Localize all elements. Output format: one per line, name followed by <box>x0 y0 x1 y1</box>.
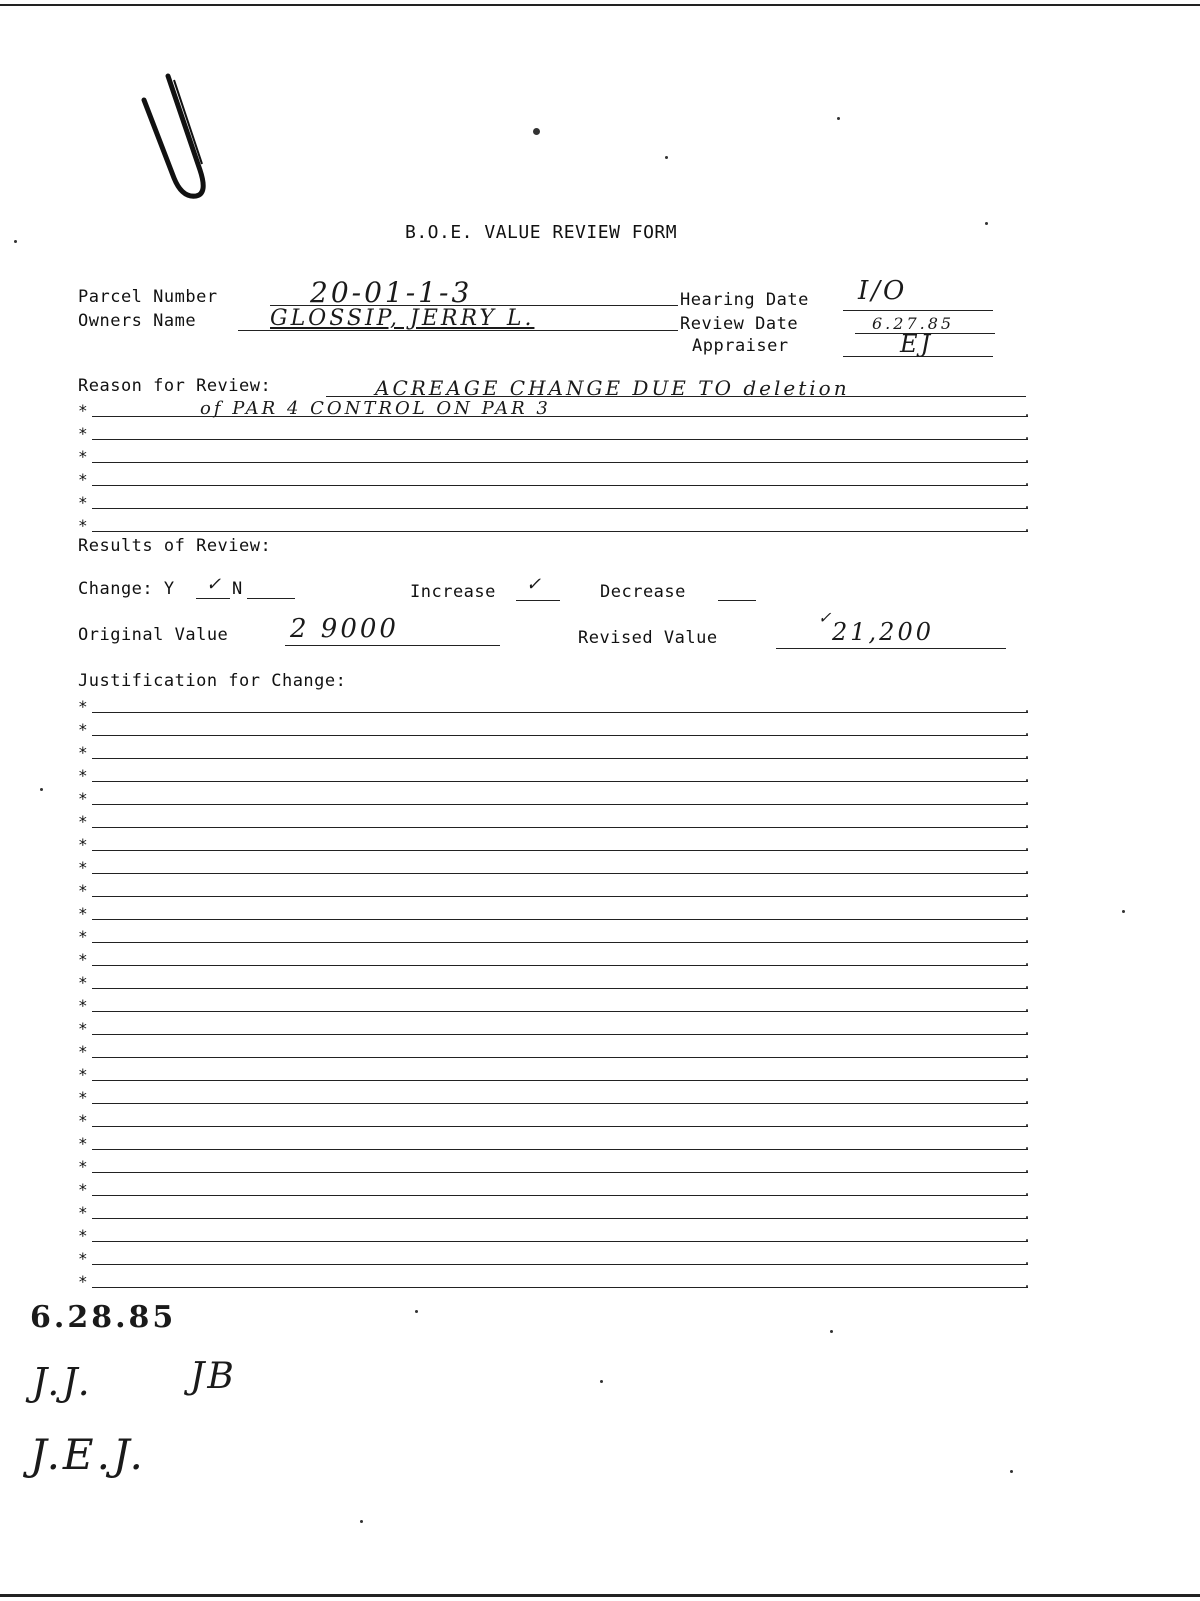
scan-speck <box>14 240 17 243</box>
justification-row: * . <box>78 1111 1030 1130</box>
original-value-value: 2 9000 <box>290 614 399 644</box>
scan-speck <box>533 128 540 135</box>
hearing-date-line <box>843 310 993 311</box>
scan-speck <box>415 1310 418 1313</box>
scan-speck <box>360 1520 363 1523</box>
change-n-label: N <box>232 579 243 599</box>
margin-note-initials-1: J.J. <box>32 1360 93 1404</box>
justification-row: * . <box>78 789 1030 808</box>
original-value-label: Original Value <box>78 625 229 645</box>
revised-value-check: ✓ <box>818 608 835 627</box>
form-title: B.O.E. VALUE REVIEW FORM <box>405 222 678 243</box>
scan-speck <box>600 1380 603 1383</box>
increase-label: Increase <box>410 582 496 602</box>
justification-row: * . <box>78 1088 1030 1107</box>
revised-value-value: 21,200 <box>832 618 934 646</box>
justification-row: * . <box>78 697 1030 716</box>
justification-row: * . <box>78 1134 1030 1153</box>
justification-row: * . <box>78 720 1030 739</box>
justification-row: * . <box>78 1272 1030 1291</box>
parcel-number-value: 20-01-1-3 <box>310 276 473 309</box>
paper-clip-icon <box>138 70 228 200</box>
justification-row: * . <box>78 973 1030 992</box>
owners-name-value: GLOSSIP, JERRY L. <box>270 306 535 331</box>
justification-row: * . <box>78 1065 1030 1084</box>
original-value-line <box>285 645 500 646</box>
hearing-date-value: I/O <box>858 276 908 306</box>
justification-row: * . <box>78 950 1030 969</box>
reason-row: * . <box>78 516 1030 535</box>
results-of-review-label: Results of Review: <box>78 536 272 556</box>
justification-row: * . <box>78 996 1030 1015</box>
justification-row: * . <box>78 1249 1030 1268</box>
justification-row: * . <box>78 1180 1030 1199</box>
decrease-line <box>718 600 756 601</box>
owners-name-label: Owners Name <box>78 311 197 331</box>
justification-row: * . <box>78 1226 1030 1245</box>
decrease-label: Decrease <box>600 582 686 602</box>
increase-mark: ✓ <box>526 574 545 595</box>
scan-speck <box>665 156 668 159</box>
reason-row: * . <box>78 401 1030 420</box>
justification-row: * . <box>78 743 1030 762</box>
revised-value-label: Revised Value <box>578 628 718 648</box>
justification-row: * . <box>78 904 1030 923</box>
justification-row: * . <box>78 812 1030 831</box>
scan-speck <box>837 117 840 120</box>
change-y-line <box>196 598 230 599</box>
reason-row: * . <box>78 424 1030 443</box>
justification-row: * . <box>78 881 1030 900</box>
review-date-value: 6.27.85 <box>872 314 955 333</box>
review-date-label: Review Date <box>680 314 799 334</box>
justification-row: * . <box>78 858 1030 877</box>
change-y-mark: ✓ <box>206 574 225 595</box>
margin-note-initials-2: JB <box>190 1356 237 1397</box>
top-scan-edge <box>0 4 1200 6</box>
scan-speck <box>40 788 43 791</box>
change-n-line <box>247 598 295 599</box>
increase-line <box>516 600 560 601</box>
reason-for-review-label: Reason for Review: <box>78 376 272 396</box>
justification-label: Justification for Change: <box>78 671 347 691</box>
justification-row: * . <box>78 1157 1030 1176</box>
appraiser-value: EJ <box>900 330 934 358</box>
scan-speck <box>1122 910 1125 913</box>
scan-speck <box>985 222 988 225</box>
reason-value-line1: ACREAGE CHANGE DUE TO deletion <box>375 376 850 400</box>
change-label: Change: Y <box>78 579 175 599</box>
scan-speck <box>830 1330 833 1333</box>
scan-speck <box>1010 1470 1013 1473</box>
justification-row: * . <box>78 835 1030 854</box>
reason-row: * . <box>78 493 1030 512</box>
hearing-date-label: Hearing Date <box>680 290 809 310</box>
justification-row: * . <box>78 766 1030 785</box>
appraiser-label: Appraiser <box>692 336 789 356</box>
reason-value-line2: of PAR 4 CONTROL ON PAR 3 <box>200 398 551 419</box>
justification-row: * . <box>78 1019 1030 1038</box>
reason-row: * . <box>78 447 1030 466</box>
justification-row: * . <box>78 1203 1030 1222</box>
bottom-scan-edge <box>0 1594 1200 1597</box>
reason-row: * . <box>78 470 1030 489</box>
justification-row: * . <box>78 1042 1030 1061</box>
justification-row: * . <box>78 927 1030 946</box>
margin-note-date: 6.28.85 <box>30 1300 177 1335</box>
parcel-number-label: Parcel Number <box>78 287 218 307</box>
margin-note-initials-3: J.E.J. <box>30 1430 146 1479</box>
revised-value-line <box>776 648 1006 649</box>
